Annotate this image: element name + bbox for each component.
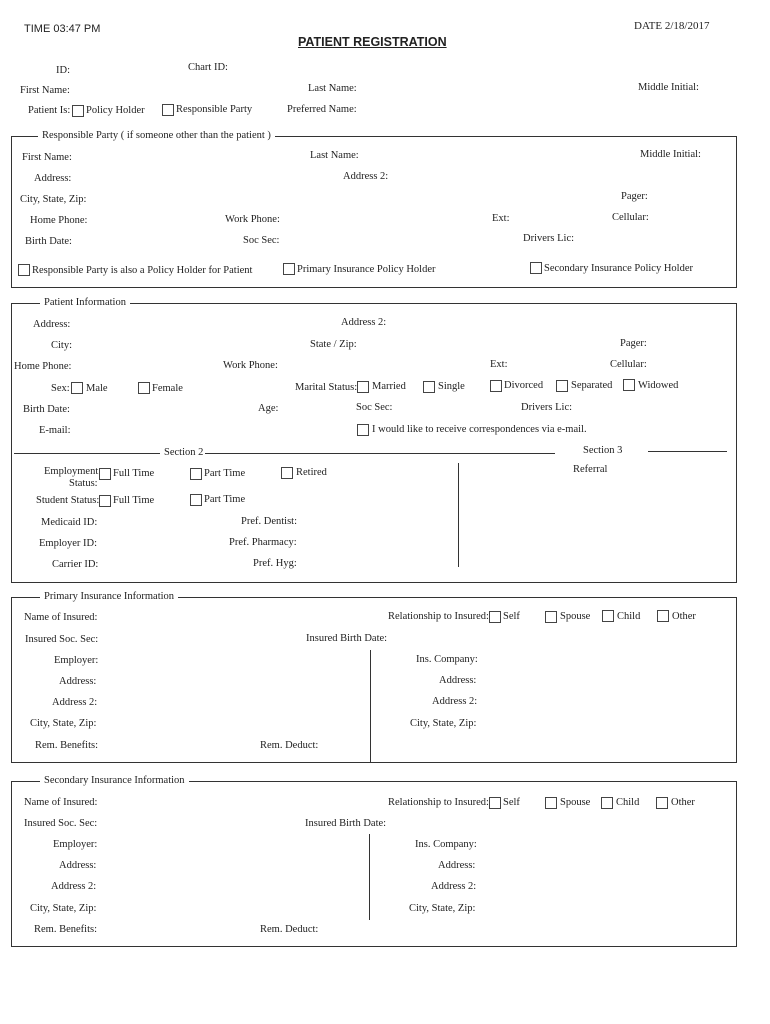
employment-label: Employment: [44, 466, 99, 477]
pt-male-checkbox[interactable]: [71, 382, 83, 394]
pref-pharmacy-label: Pref. Pharmacy:: [229, 537, 297, 548]
rp-work-phone-label: Work Phone:: [225, 214, 280, 225]
rp-primary-policy-label: Primary Insurance Policy Holder: [297, 264, 436, 275]
pt-separated-checkbox[interactable]: [556, 380, 568, 392]
pri-self-label: Self: [503, 611, 520, 622]
pt-state-zip-label: State / Zip:: [310, 339, 357, 350]
section2-label: Section 2: [164, 447, 204, 458]
sec-ins-company-label: Ins. Company:: [415, 839, 477, 850]
pt-divorced-checkbox[interactable]: [490, 380, 502, 392]
rp-ext-label: Ext:: [492, 213, 510, 224]
preferred-name-label: Preferred Name:: [287, 104, 357, 115]
emp-full-time-checkbox[interactable]: [99, 468, 111, 480]
responsible-party-checkbox[interactable]: [162, 104, 174, 116]
rp-address-label: Address:: [34, 173, 72, 184]
pt-birth-date-label: Birth Date:: [23, 404, 70, 415]
policy-holder-label: Policy Holder: [86, 105, 145, 116]
sec-self-checkbox[interactable]: [489, 797, 501, 809]
rp-is-policy-holder-checkbox[interactable]: [18, 264, 30, 276]
pt-ext-label: Ext:: [490, 359, 508, 370]
sec-employer-label: Employer:: [53, 839, 98, 850]
rp-secondary-policy-checkbox[interactable]: [530, 262, 542, 274]
rp-cellular-label: Cellular:: [612, 212, 649, 223]
pt-email-opt-label: I would like to receive correspondences via e-mail.: [372, 424, 587, 435]
first-name-label: First Name:: [20, 85, 70, 96]
student-part-time-label: Part Time: [204, 494, 246, 505]
pri-name-of-insured-label: Name of Insured:: [24, 612, 98, 623]
primary-insurance-legend: Primary Insurance Information: [40, 591, 178, 603]
pt-married-label: Married: [372, 381, 406, 392]
sec-address-right-label: Address:: [438, 860, 476, 871]
pt-address2-label: Address 2:: [341, 317, 387, 328]
pt-address-label: Address:: [33, 319, 71, 330]
section2-rule-right: [205, 453, 555, 454]
pt-age-label: Age:: [258, 403, 279, 414]
rp-birth-date-label: Birth Date:: [25, 236, 72, 247]
pt-male-label: Male: [86, 383, 108, 394]
pri-rem-benefits-label: Rem. Benefits:: [35, 740, 98, 751]
date-label: DATE 2/18/2017: [634, 20, 710, 32]
pri-column-divider: [370, 650, 371, 763]
student-part-time-checkbox[interactable]: [190, 494, 202, 506]
patient-is-label: Patient Is:: [28, 105, 71, 116]
employer-id-label: Employer ID:: [39, 538, 98, 549]
sec-insured-soc-sec-label: Insured Soc. Sec:: [24, 818, 98, 829]
rp-city-state-zip-label: City, State, Zip:: [20, 194, 87, 205]
pref-hyg-label: Pref. Hyg:: [253, 558, 297, 569]
pri-relationship-label: Relationship to Insured:: [388, 611, 489, 622]
responsible-party-label: Responsible Party: [176, 104, 253, 115]
pri-other-checkbox[interactable]: [657, 610, 669, 622]
sec-other-checkbox[interactable]: [656, 797, 668, 809]
sec-spouse-label: Spouse: [560, 797, 591, 808]
pri-self-checkbox[interactable]: [489, 611, 501, 623]
sec-rem-benefits-label: Rem. Benefits:: [34, 924, 97, 935]
sec-address-label: Address:: [59, 860, 97, 871]
section-divider: [458, 463, 459, 567]
time-label: TIME 03:47 PM: [24, 23, 101, 35]
section3-label: Section 3: [583, 445, 623, 456]
sec-child-label: Child: [616, 797, 640, 808]
sec-relationship-label: Relationship to Insured:: [388, 797, 489, 808]
pt-widowed-checkbox[interactable]: [623, 379, 635, 391]
pri-spouse-label: Spouse: [560, 611, 591, 622]
sec-address2-right-label: Address 2:: [431, 881, 477, 892]
pt-widowed-label: Widowed: [638, 380, 679, 391]
pt-work-phone-label: Work Phone:: [223, 360, 278, 371]
carrier-id-label: Carrier ID:: [52, 559, 99, 570]
pt-single-checkbox[interactable]: [423, 381, 435, 393]
pt-female-label: Female: [152, 383, 183, 394]
id-label: ID:: [56, 65, 70, 76]
sec-name-of-insured-label: Name of Insured:: [24, 797, 98, 808]
section2-rule-left: [14, 453, 160, 454]
pt-single-label: Single: [438, 381, 465, 392]
pt-email-opt-checkbox[interactable]: [357, 424, 369, 436]
pt-married-checkbox[interactable]: [357, 381, 369, 393]
emp-part-time-label: Part Time: [204, 468, 246, 479]
pri-city-state-zip-label: City, State, Zip:: [30, 718, 97, 729]
student-status-label: Student Status:: [36, 495, 100, 506]
responsible-party-legend: Responsible Party ( if someone other than the patient ): [38, 130, 275, 142]
pt-marital-status-label: Marital Status:: [295, 382, 358, 393]
sec-rem-deduct-label: Rem. Deduct:: [260, 924, 319, 935]
pri-address2-label: Address 2:: [52, 697, 98, 708]
sec-address2-label: Address 2:: [51, 881, 97, 892]
rp-secondary-policy-label: Secondary Insurance Policy Holder: [544, 263, 693, 274]
pri-spouse-checkbox[interactable]: [545, 611, 557, 623]
pt-email-label: E-mail:: [39, 425, 71, 436]
sec-column-divider: [369, 834, 370, 920]
referral-label: Referral: [573, 464, 608, 475]
sec-child-checkbox[interactable]: [601, 797, 613, 809]
rp-drivers-lic-label: Drivers Lic:: [523, 233, 575, 244]
secondary-insurance-legend: Secondary Insurance Information: [40, 775, 189, 787]
pri-child-label: Child: [617, 611, 641, 622]
pri-insured-soc-sec-label: Insured Soc. Sec:: [25, 634, 99, 645]
emp-part-time-checkbox[interactable]: [190, 468, 202, 480]
pri-ins-company-label: Ins. Company:: [416, 654, 478, 665]
pt-separated-label: Separated: [571, 380, 613, 391]
student-full-time-checkbox[interactable]: [99, 495, 111, 507]
sec-city-state-zip-label: City, State, Zip:: [30, 903, 97, 914]
middle-initial-label: Middle Initial:: [638, 82, 699, 93]
rp-pager-label: Pager:: [621, 191, 648, 202]
pt-cellular-label: Cellular:: [610, 359, 647, 370]
pri-address2-right-label: Address 2:: [432, 696, 478, 707]
rp-soc-sec-label: Soc Sec:: [243, 235, 280, 246]
pt-female-checkbox[interactable]: [138, 382, 150, 394]
patient-information-legend: Patient Information: [40, 297, 130, 309]
pt-drivers-lic-label: Drivers Lic:: [521, 402, 573, 413]
emp-full-time-label: Full Time: [113, 468, 155, 479]
pt-home-phone-label: Home Phone:: [14, 361, 72, 372]
pri-other-label: Other: [672, 611, 696, 622]
pref-dentist-label: Pref. Dentist:: [241, 516, 297, 527]
sec-self-label: Self: [503, 797, 520, 808]
pri-rem-deduct-label: Rem. Deduct:: [260, 740, 319, 751]
pt-soc-sec-label: Soc Sec:: [356, 402, 393, 413]
rp-home-phone-label: Home Phone:: [30, 215, 88, 226]
rp-first-name-label: First Name:: [22, 152, 72, 163]
emp-retired-checkbox[interactable]: [281, 467, 293, 479]
sec-city-state-zip-right-label: City, State, Zip:: [409, 903, 476, 914]
pri-employer-label: Employer:: [54, 655, 99, 666]
rp-primary-policy-checkbox[interactable]: [283, 263, 295, 275]
chart-id-label: Chart ID:: [188, 62, 228, 73]
pri-city-state-zip-right-label: City, State, Zip:: [410, 718, 477, 729]
pri-address-right-label: Address:: [439, 675, 477, 686]
pt-city-label: City:: [51, 340, 73, 351]
employment-status-label: Status:: [69, 478, 98, 489]
pri-child-checkbox[interactable]: [602, 610, 614, 622]
rp-address2-label: Address 2:: [343, 171, 389, 182]
page-title: PATIENT REGISTRATION: [298, 35, 447, 49]
pri-address-label: Address:: [59, 676, 97, 687]
section3-rule-right: [648, 451, 727, 452]
pt-pager-label: Pager:: [620, 338, 647, 349]
medicaid-id-label: Medicaid ID:: [41, 517, 98, 528]
rp-is-policy-holder-label: Responsible Party is also a Policy Holder for Patient: [32, 265, 253, 276]
sec-insured-birth-date-label: Insured Birth Date:: [305, 818, 387, 829]
pt-divorced-label: Divorced: [504, 380, 544, 391]
rp-last-name-label: Last Name:: [310, 150, 359, 161]
pt-sex-label: Sex:: [51, 383, 70, 394]
rp-middle-initial-label: Middle Initial:: [640, 149, 701, 160]
pri-insured-birth-date-label: Insured Birth Date:: [306, 633, 388, 644]
sec-other-label: Other: [671, 797, 695, 808]
student-full-time-label: Full Time: [113, 495, 155, 506]
policy-holder-checkbox[interactable]: [72, 105, 84, 117]
sec-spouse-checkbox[interactable]: [545, 797, 557, 809]
last-name-label: Last Name:: [308, 83, 357, 94]
emp-retired-label: Retired: [296, 467, 327, 478]
